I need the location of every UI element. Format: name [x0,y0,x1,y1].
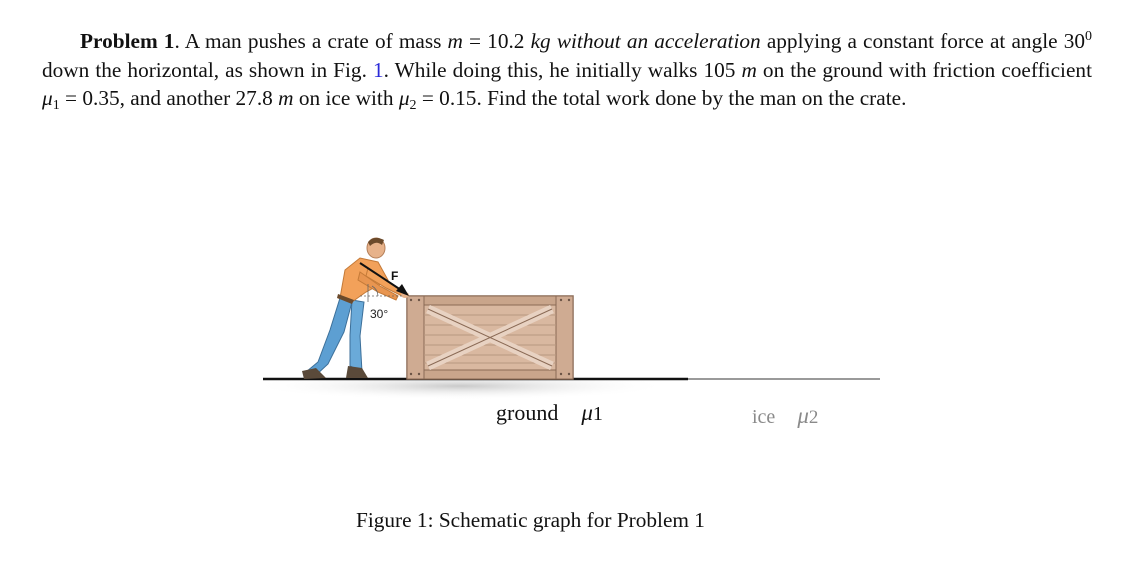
ice-label: ice μ2 [752,403,819,428]
angle-label: 30° [370,307,389,321]
problem-heading: Problem 1 [80,29,175,53]
figure-reference-link[interactable]: 1 [372,57,384,82]
problem-statement: Problem 1. A man pushes a crate of mass m = 10.2 kg without an acceleration applying a constant force at angle $30^0$ down the horizontal, as shown in Fig. 1. While doing this, he initially walks 105 m on the ground with friction coefficient $\mu_1 = 0.35$, and another 27.8 m on ice with $\mu_2 = 0.15$. Find the total work done by the man on the crate. [42,29,1093,113]
crate [407,296,573,379]
italic-phrase: without an acceleration [556,29,761,53]
man-pushing [302,238,409,379]
force-label: F [391,269,399,283]
ground-label: ground μ1 [496,400,603,425]
figure-caption: Figure 1: Schematic graph for Problem 1 [356,508,705,532]
